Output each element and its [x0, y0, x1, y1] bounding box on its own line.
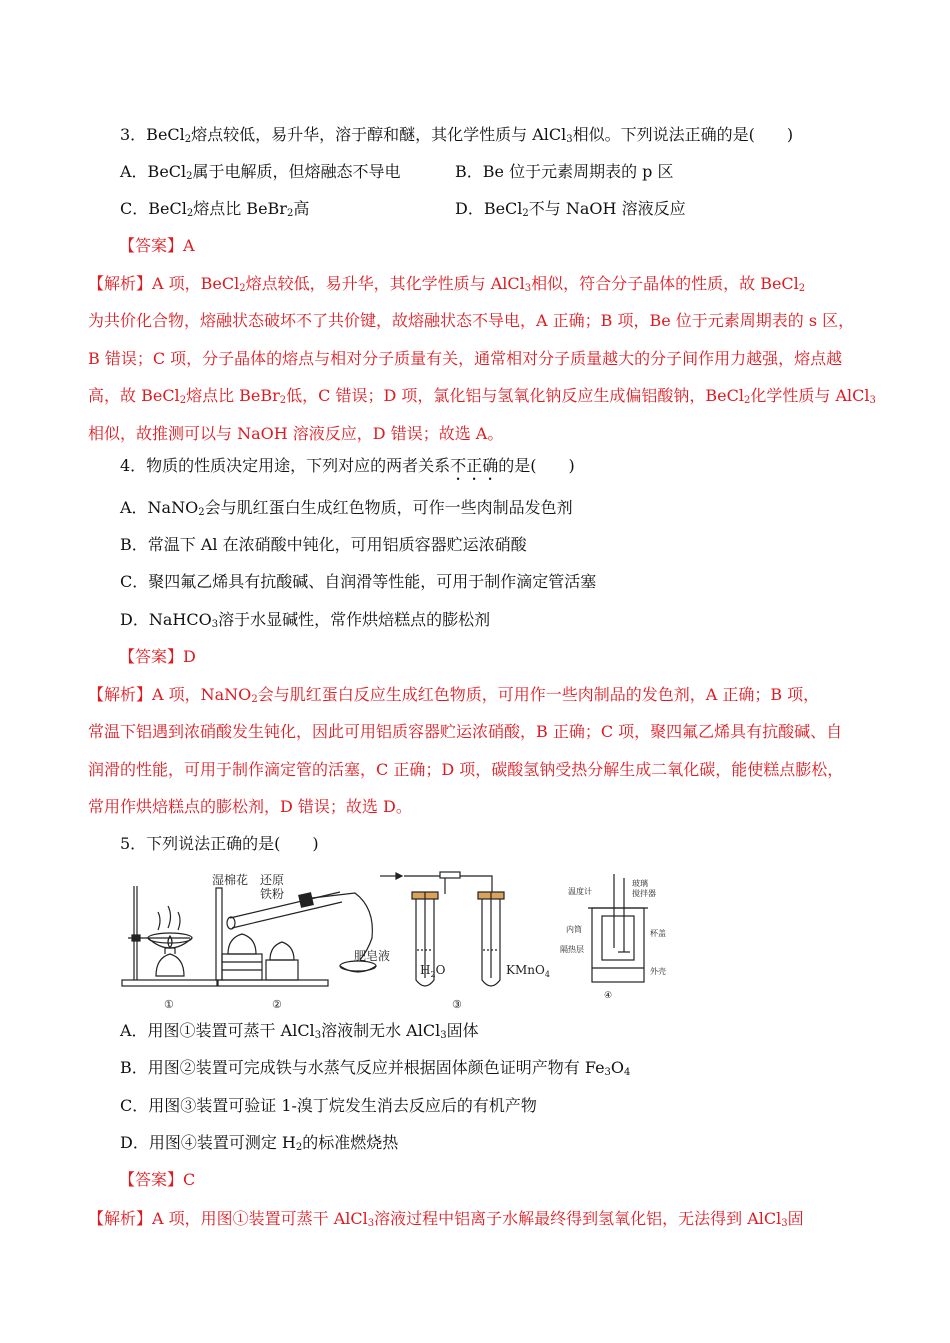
fig-label-2: ②: [272, 998, 282, 1011]
q4-explanation-line-2: 常温下铝遇到浓硝酸发生钝化，因此可用铝质容器贮运浓硝酸，B 正确；C 项，聚四氟乙烯具有抗酸碱、自: [88, 722, 843, 741]
q4-stem: 4．物质的性质决定用途，下列对应的两者关系不正确的是( ): [120, 456, 575, 475]
q5-explanation-line-1: 【解析】A 项，用图①装置可蒸干 AlCl$_3$溶液过程中铝离子水解最终得到氢氧化铝，无法得到 AlCl$_3$固: [88, 1209, 804, 1229]
q5-option-b: B．用图②装置可完成铁与水蒸气反应并根据固体颜色证明产物有 $Fe_3O_4$: [120, 1058, 631, 1078]
q3-option-d: D．BeCl$_2$不与 NaOH 溶液反应: [455, 199, 686, 219]
q5-option-d: D．用图④装置可测定 $H_2$的标准燃烧热: [120, 1133, 399, 1153]
fig-iron-bottom: 铁粉: [260, 887, 285, 901]
fig-soap: 肥皂液: [354, 949, 391, 963]
q4-answer: 【答案】D: [119, 647, 196, 666]
q4-explanation-line-4: 常用作烘焙糕点的膨松剂，D 错误；故选 D。: [88, 797, 412, 816]
q3-option-b: B．Be 位于元素周期表的 p 区: [455, 162, 674, 181]
q3-explanation-line-4: 高，故 BeCl$_2$熔点比 BeBr$_2$低，C 错误；D 项，氯化铝与氢氧化钠反应生成偏铝酸钠，BeCl$_2$化学性质与 AlCl$_3$: [88, 386, 876, 406]
q4-explanation-line-3: 润滑的性能，可用于制作滴定管的活塞，C 正确；D 项，碳酸氢钠受热分解生成二氧化碳，能使糕点膨松，: [88, 760, 844, 779]
q3-option-a: A．BeCl$_2$属于电解质，但熔融态不导电: [120, 162, 401, 182]
q3-answer: 【答案】A: [119, 236, 195, 255]
fig-iron-top: 还原: [260, 873, 285, 887]
fig-label-3: ③: [452, 998, 462, 1011]
q5-answer: 【答案】C: [119, 1170, 196, 1189]
fig-stirrer-1: 玻璃: [632, 879, 648, 888]
q5-option-c: C．用图③装置可验证 1-溴丁烷发生消去反应后的有机产物: [120, 1096, 537, 1115]
apparatus-figure: [120, 868, 680, 1016]
q4-explanation-line-1: 【解析】A 项，NaNO$_2$会与肌红蛋白反应生成红色物质，可用作一些肉制品的发色剂，A 正确；B 项，: [88, 685, 820, 705]
q3-stem: 3．BeCl$_2$熔点较低，易升华，溶于醇和醚，其化学性质与 AlCl$_3$相似。下列说法正确的是( ): [120, 125, 794, 145]
apparatus-1-evaporation: [122, 886, 217, 986]
q4-option-c: C．聚四氟乙烯具有抗酸碱、自润滑等性能，可用于制作滴定管活塞: [120, 572, 597, 591]
q4-option-a: A．NaNO$_2$会与肌红蛋白生成红色物质，可作一些肉制品发色剂: [120, 498, 573, 518]
fig-label-4: ④: [604, 991, 613, 1001]
fig-thermometer: 温度计: [568, 887, 592, 896]
fig-kmno4: KMnO$_4$: [506, 963, 550, 979]
fig-label-1: ①: [164, 998, 174, 1011]
q3-explanation-line-2: 为共价化合物，熔融状态破坏不了共价键，故熔融状态不导电，A 正确；B 项，Be 位于元素周期表的 s 区，: [88, 311, 855, 330]
q3-explanation-line-5: 相似，故推测可以与 NaOH 溶液反应，D 错误；故选 A。: [88, 424, 504, 443]
fig-cotton: 湿棉花: [212, 873, 249, 887]
apparatus-diagram: [120, 868, 680, 1016]
apparatus-2-iron-steam: [216, 888, 376, 986]
fig-inner: 内筒: [566, 925, 582, 934]
fig-stirrer-2: 搅拌器: [632, 889, 656, 898]
q5-stem: 5．下列说法正确的是( ): [120, 834, 319, 853]
q4-option-d: D．NaHCO$_3$溶于水显碱性，常作烘焙糕点的膨松剂: [120, 610, 491, 630]
fig-lid: 杯盖: [650, 929, 666, 938]
q3-explanation-line-3: B 错误；C 项，分子晶体的熔点与相对分子质量有关，通常相对分子质量越大的分子间作用力越强，熔点越: [88, 349, 843, 368]
fig-shell: 外壳: [650, 967, 666, 976]
q5-option-a: A．用图①装置可蒸干 AlCl$_3$溶液制无水 AlCl$_3$固体: [120, 1021, 479, 1041]
q4-option-b: B．常温下 Al 在浓硝酸中钝化，可用铝质容器贮运浓硝酸: [120, 535, 527, 554]
q3-option-c: C．BeCl$_2$熔点比 BeBr$_2$高: [120, 199, 310, 219]
fig-h2o: $H_2O$: [420, 963, 446, 979]
fig-insulation: 隔热层: [560, 945, 584, 954]
q3-explanation-line-1: 【解析】A 项，BeCl$_2$熔点较低，易升华，其化学性质与 AlCl$_3$相似，符合分子晶体的性质，故 BeCl$_2$: [88, 274, 806, 294]
